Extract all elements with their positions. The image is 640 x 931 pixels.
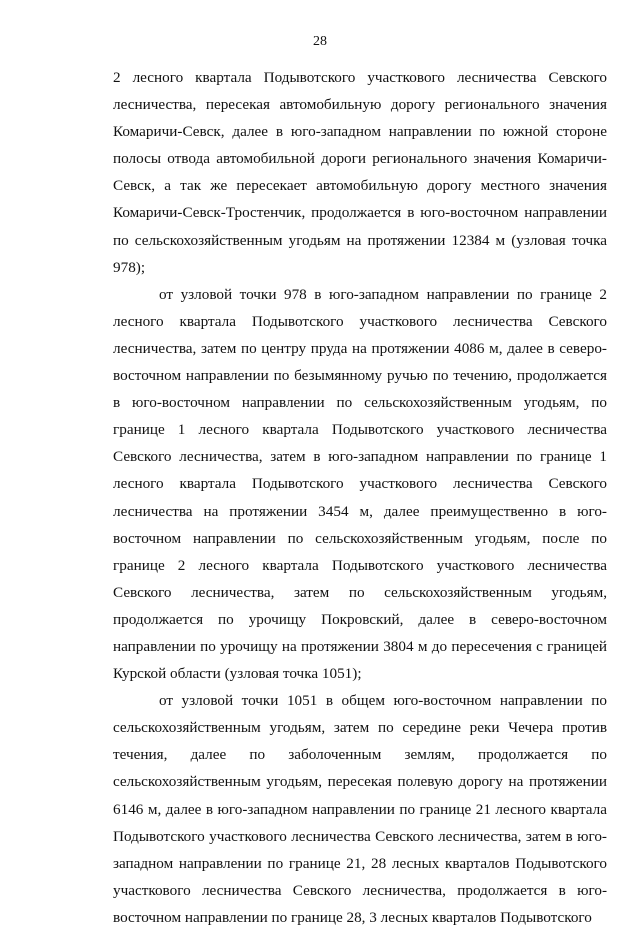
page-number: 28 xyxy=(313,34,327,49)
paragraph-node-1051: от узловой точки 1051 в общем юго-восточном направлении по сельскохозяйственным угодьям, затем по середине реки Чечера против течения, далее по заболоченным землям, продолжается по сельскохозяйственным угодьям, пересекая полевую дорогу на протяжении 6146 м, далее в юго-западном направлении по границе 21 лесного квартала Подывотского участкового лесничества Севского лесничества, затем в юго-западном направлении по границе 21, 28 лесных кварталов Подывотского участкового лесничества Севского лесничества, продолжается в юго-восточном направлении по границе 28, 3 лесных кварталов Подывотского xyxy=(113,692,607,926)
document-body xyxy=(113,64,607,931)
paragraph-continuation: 2 лесного квартала Подывотского участкового лесничества Севского лесничества, пересекая автомобильную дорогу регионального значения Комаричи-Севск, далее в юго-западном направлении по южной стороне полосы отвода автомобильной дороги регионального значения Комаричи-Севск, а так же пересекает автомобильную дорогу местного значения Комаричи-Севск-Тростенчик, продолжается в юго-восточном направлении по сельскохозяйственным угодьям на протяжении 12384 м (узловая точка 978); xyxy=(113,69,607,276)
paragraph-node-978: от узловой точки 978 в юго-западном направлении по границе 2 лесного квартала Подывотского участкового лесничества Севского лесничества, затем по центру пруда на протяжении 4086 м, далее в северо-восточном направлении по безымянному ручью по течению, продолжается в юго-восточном направлении по сельскохозяйственным угодьям, по границе 1 лесного квартала Подывотского участкового лесничества Севского лесничества, затем в юго-западном направлении по границе 1 лесного квартала Подывотского участкового лесничества Севского лесничества на протяжении 3454 м, далее преимущественно в юго-восточном направлении по сельскохозяйственным угодьям, после по границе 2 лесного квартала Подывотского участкового лесничества Севского лесничества, затем по сельскохозяйственным угодьям, продолжается по урочищу Покровский, далее в северо-восточном направлении по урочищу на протяжении 3804 м до пересечения с границей Курской области (узловая точка 1051); xyxy=(113,285,607,683)
